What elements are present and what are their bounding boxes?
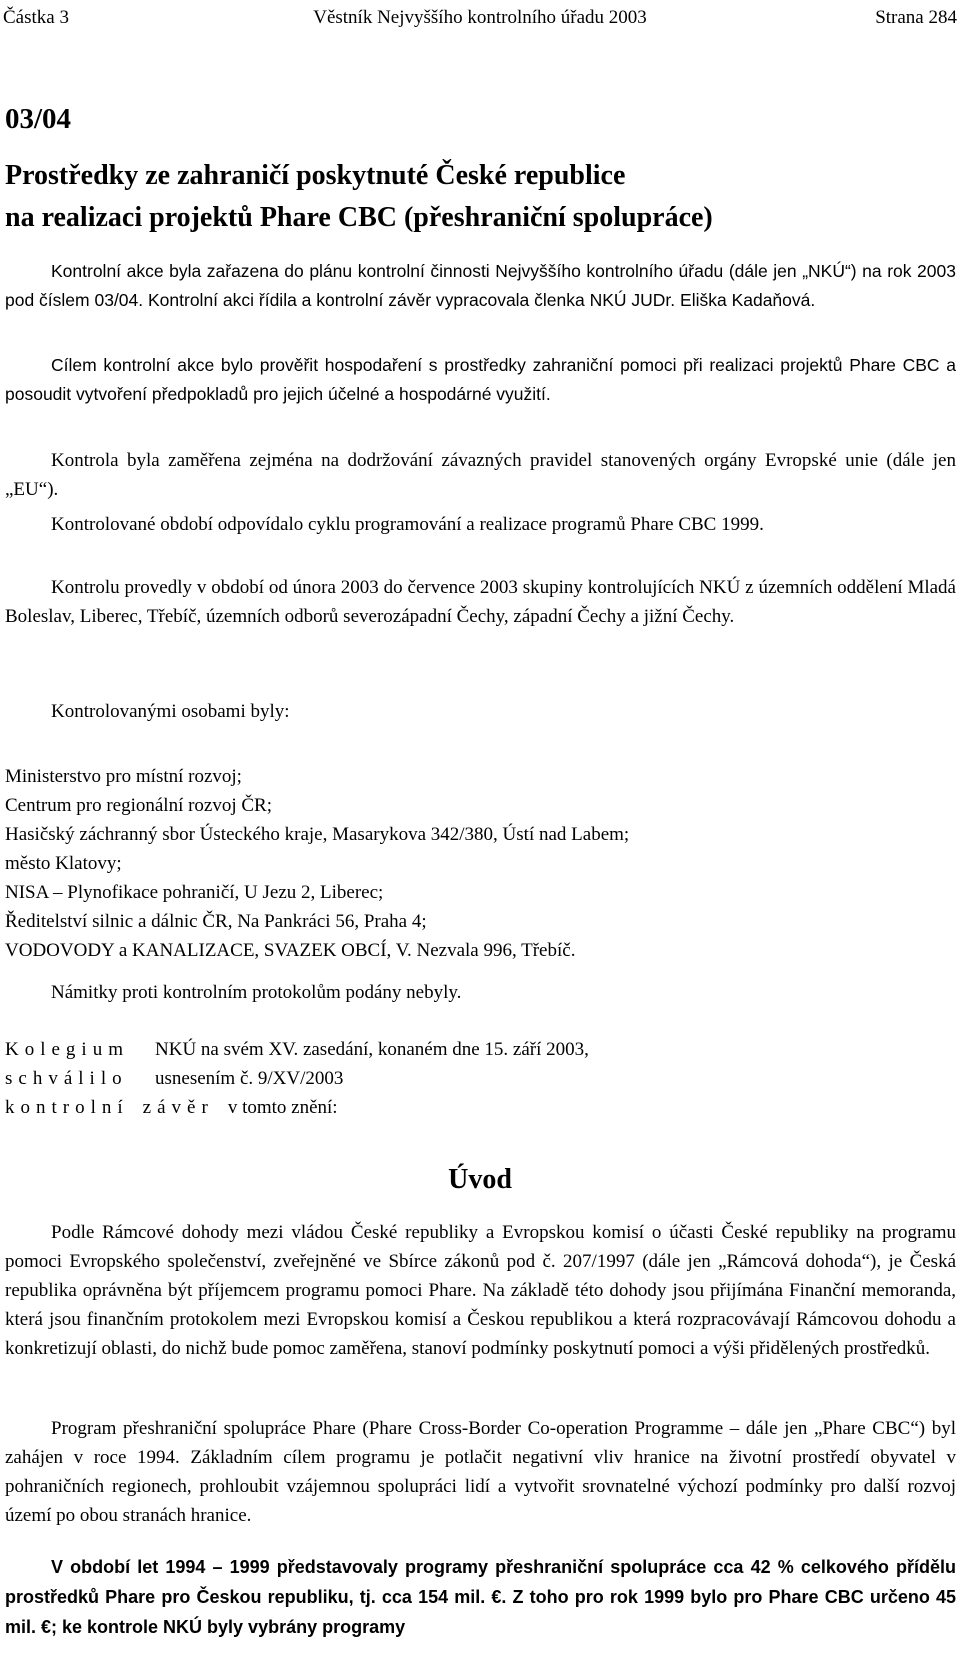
approval-row-1 — [5, 1035, 589, 1064]
paragraph-allocation-summary: V období let 1994 – 1999 představovaly programy přeshraniční spolupráce cca 42 % celkového přídělu prostředků Phare pro Českou republiku, tj. cca 154 mil. €. Z toho pro rok 1999 bylo pro Phare CBC určeno 45 mil. €; ke kontrole NKÚ byly vybrány programy — [5, 1557, 956, 1637]
list-item: Ředitelství silnic a dálnic ČR, Na Pankráci 56, Praha 4; — [5, 911, 427, 932]
title-line-2: na realizaci projektů Phare CBC (přeshraniční spolupráce) — [5, 202, 713, 233]
objections-paragraph: Námitky proti kontrolním protokolům podány nebyly. — [51, 982, 462, 1003]
approval-text-3: v tomto znění: — [227, 1097, 338, 1118]
list-item: město Klatovy; — [5, 853, 122, 874]
list-item: Ministerstvo pro místní rozvoj; — [5, 766, 242, 787]
period-paragraph: Kontrolované období odpovídalo cyklu programování a realizace programů Phare CBC 1999. — [51, 514, 764, 535]
approval-label-zaver: závěr — [142, 1097, 214, 1118]
approval-label-schvalilo: schválilo — [5, 1068, 128, 1089]
header-page-number: Strana 284 — [875, 7, 957, 28]
approval-row-3 — [5, 1093, 589, 1122]
document-title — [5, 155, 955, 239]
approval-label-kontrolni: kontrolní — [5, 1097, 129, 1118]
approval-block — [5, 1035, 589, 1122]
section-heading-uvod: Úvod — [448, 1164, 512, 1195]
entities-intro: Kontrolovanými osobami byly: — [51, 701, 290, 722]
aim-paragraph: Cílem kontrolní akce bylo prověřit hospodaření s prostředky zahraniční pomoci při realizaci projektů Phare CBC a posoudit vytvoření předpokladů pro jejich účelné a hospodárné využití. — [5, 355, 956, 404]
approval-row-2 — [5, 1064, 589, 1093]
audit-code: 03/04 — [5, 103, 72, 135]
header-publication: Věstník Nejvyššího kontrolního úřadu 2003 — [313, 7, 647, 28]
audited-entities-list — [5, 762, 629, 965]
focus-paragraph: Kontrola byla zaměřena zejména na dodržování závazných pravidel stanovených orgány Evropské unie (dále jen „EU“). — [5, 450, 956, 500]
approval-label-kolegium: Kolegium — [5, 1039, 129, 1060]
approval-text-1: NKÚ na svém XV. zasedání, konaném dne 15. září 2003, — [155, 1039, 589, 1060]
paragraph-phare-cbc-program: Program přeshraniční spolupráce Phare (Phare Cross-Border Co-operation Programme – dále jen „Phare CBC“) byl zahájen v roce 1994. Základním cílem programu je potlačit negativní vliv hranice na životní prostředí obyvatel v pohraničních regionech, prohloubit vzájemnou spolupráci lidí a vytvořit srovnatelné výchozí podmínky pro další rozvoj území po obou stranách hranice. — [5, 1418, 956, 1526]
list-item: Hasičský záchranný sbor Ústeckého kraje, Masarykova 342/380, Ústí nad Labem; — [5, 824, 630, 845]
approval-text-2: usnesením č. 9/XV/2003 — [155, 1068, 344, 1089]
intro-paragraph: Kontrolní akce byla zařazena do plánu kontrolní činnosti Nejvyššího kontrolního úřadu (dále jen „NKÚ“) na rok 2003 pod číslem 03/04. Kontrolní akci řídila a kontrolní závěr vypracovala členka NKÚ JUDr. Eliška Kadaňová. — [5, 261, 956, 310]
paragraph-framework-agreement: Podle Rámcové dohody mezi vládou České republiky a Evropskou komisí o účasti České republiky na programu pomoci Evropského společenství, zveřejněné ve Sbírce zákonů pod č. 207/1997 (dále jen „Rámcová dohoda“), je Česká republika oprávněna být příjemcem programu pomoci Phare. Na základě této dohody jsou přijímána Finanční memoranda, která jsou finančním protokolem mezi Evropskou komisí a Českou republikou a která rozpracovávají Rámcovou dohodu a konkretizují oblasti, do nichž bude pomoc zaměřena, stanoví podmínky poskytnutí pomoci a výši přidělených prostředků. — [5, 1222, 956, 1359]
execution-paragraph: Kontrolu provedly v období od února 2003 do července 2003 skupiny kontrolujících NKÚ z územních oddělení Mladá Boleslav, Liberec, Třebíč, územních odborů severozápadní Čechy, západní Čechy a jižní Čechy. — [5, 577, 956, 627]
title-line-1: Prostředky ze zahraničí poskytnuté České republice — [5, 160, 626, 191]
page-header — [0, 4, 960, 32]
header-issue: Částka 3 — [3, 7, 69, 28]
list-item: NISA – Plynofikace pohraničí, U Jezu 2, Liberec; — [5, 882, 384, 903]
list-item: Centrum pro regionální rozvoj ČR; — [5, 795, 273, 816]
list-item: VODOVODY a KANALIZACE, SVAZEK OBCÍ, V. Nezvala 996, Třebíč. — [5, 940, 576, 961]
